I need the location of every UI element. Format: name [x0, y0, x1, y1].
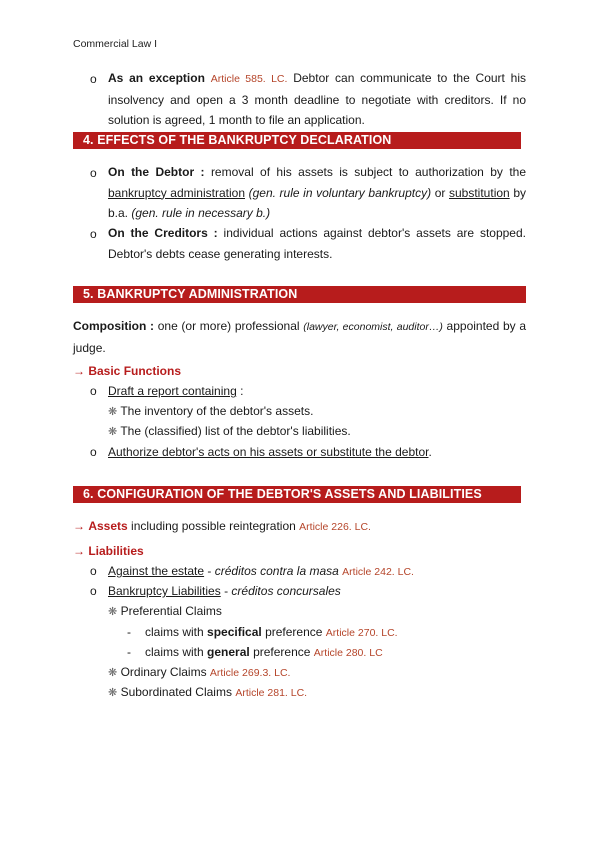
specifical-preference-text: [145, 624, 398, 641]
asterism-icon: ❋: [108, 606, 118, 618]
substitution-term: substitution: [449, 185, 510, 200]
composition-text-end: appointed by a judge.: [73, 319, 526, 355]
against-estate-item: [108, 563, 414, 580]
classified-list-item: [108, 423, 351, 440]
liabilities-heading: → Liabilities: [73, 544, 144, 558]
creditors-text: individual actions against debtor's assets are stopped. Debtor's debts cease generating interests.: [108, 226, 526, 261]
authorize-item: [108, 444, 432, 460]
running-header: Commercial Law I: [73, 38, 158, 50]
authorize-text: Authorize debtor's acts on his assets or substitute the debtor: [108, 445, 429, 459]
asterism-icon: ❋: [108, 406, 118, 418]
bankruptcy-liabilities-spanish: créditos concursales: [231, 584, 341, 598]
assets-lead: Assets: [88, 519, 128, 533]
specifical-preference-item: [127, 624, 131, 640]
exception-text: Debtor can communicate to the Court his insolvency and open a 3 month deadline to negotiate with creditors. If no solution is agreed, 1 month to file an application.: [108, 71, 527, 127]
composition-text: one (or more) professional: [157, 319, 300, 333]
assets-text: including possible reintegration: [131, 519, 296, 533]
preference-text: preference: [265, 625, 323, 639]
section-heading-4: 4. EFFECTS OF THE BANKRUPTCY DECLARATION: [73, 132, 521, 149]
inventory-item: [108, 403, 313, 420]
against-estate-term: Against the estate: [108, 564, 205, 578]
article-reference: Article 270. LC.: [325, 627, 398, 639]
bullet-marker: o: [90, 445, 97, 459]
article-reference: Article 242. LC.: [342, 566, 414, 578]
draft-report-item: [108, 383, 243, 399]
bankruptcy-administration-term: bankruptcy administration: [108, 185, 245, 200]
bullet-marker: o: [90, 166, 97, 180]
preference-text: preference: [253, 645, 311, 659]
subordinated-claims-item: [108, 684, 307, 701]
inventory-text: The inventory of the debtor's assets.: [120, 404, 314, 418]
dash-separator: -: [224, 584, 229, 598]
necessary-rule-note: (gen. rule in necessary b.): [131, 206, 271, 220]
article-reference: Article 269.3. LC.: [209, 667, 291, 679]
composition-examples: (lawyer, economist, auditor…): [303, 321, 443, 333]
authorize-period: .: [428, 445, 432, 459]
basic-functions-heading: → Basic Functions: [73, 364, 182, 378]
debtor-lead: On the Debtor :: [108, 165, 205, 179]
composition-paragraph: [73, 316, 526, 358]
composition-lead: Composition :: [73, 319, 155, 333]
section-heading-6: 6. CONFIGURATION OF THE DEBTOR'S ASSETS AND LIABILITIES: [73, 486, 521, 503]
effects-creditors-paragraph: [108, 223, 526, 264]
against-estate-spanish: créditos contra la masa: [214, 564, 339, 578]
arrow-right-icon: →: [73, 519, 85, 533]
draft-colon: :: [240, 384, 244, 398]
claims-with-text: claims with: [145, 625, 204, 639]
bankruptcy-liabilities-item: [108, 583, 341, 599]
exception-paragraph: [108, 68, 526, 131]
claims-with-text: claims with: [145, 645, 204, 659]
classified-list-text: The (classified) list of the debtor's liabilities.: [120, 424, 351, 438]
asterism-icon: ❋: [108, 687, 118, 699]
bankruptcy-liabilities-term: Bankruptcy Liabilities: [108, 584, 221, 598]
bullet-marker: o: [90, 384, 97, 398]
effects-debtor-paragraph: [108, 162, 526, 224]
general-term: general: [207, 645, 250, 659]
assets-line: [73, 518, 371, 535]
specifical-term: specifical: [207, 625, 262, 639]
debtor-text: removal of his assets is subject to authorization by the: [210, 165, 527, 179]
ordinary-claims-item: [108, 664, 290, 681]
bullet-marker: o: [90, 227, 97, 241]
dash-marker: -: [127, 645, 131, 659]
article-reference: Article 281. LC.: [235, 687, 308, 699]
dash-separator: -: [207, 564, 212, 578]
section-heading-5: 5. BANKRUPTCY ADMINISTRATION: [73, 286, 526, 303]
asterism-icon: ❋: [108, 426, 118, 438]
draft-report-text: Draft a report containing: [108, 384, 237, 398]
debtor-text-or: or: [434, 185, 446, 200]
article-reference: Article 226. LC.: [299, 521, 371, 533]
asterism-icon: ❋: [108, 667, 118, 679]
article-reference: Article 280. LC: [313, 647, 383, 659]
debtor-text-ba: by b.a.: [108, 185, 526, 220]
general-preference-text: [145, 644, 383, 661]
bullet-marker: o: [90, 584, 97, 598]
general-preference-item: [127, 644, 131, 660]
preferential-claims-text: Preferential Claims: [120, 604, 222, 618]
voluntary-rule-note: (gen. rule in voluntary bankruptcy): [248, 185, 432, 200]
creditors-lead: On the Creditors :: [108, 226, 218, 240]
dash-marker: -: [127, 625, 131, 639]
bullet-marker: o: [90, 72, 97, 86]
article-reference: Article 585. LC.: [210, 73, 288, 85]
bullet-marker: o: [90, 564, 97, 578]
ordinary-claims-text: Ordinary Claims: [120, 665, 207, 679]
exception-lead: As an exception: [108, 71, 205, 85]
preferential-claims-item: [108, 603, 222, 620]
subordinated-claims-text: Subordinated Claims: [120, 685, 232, 699]
